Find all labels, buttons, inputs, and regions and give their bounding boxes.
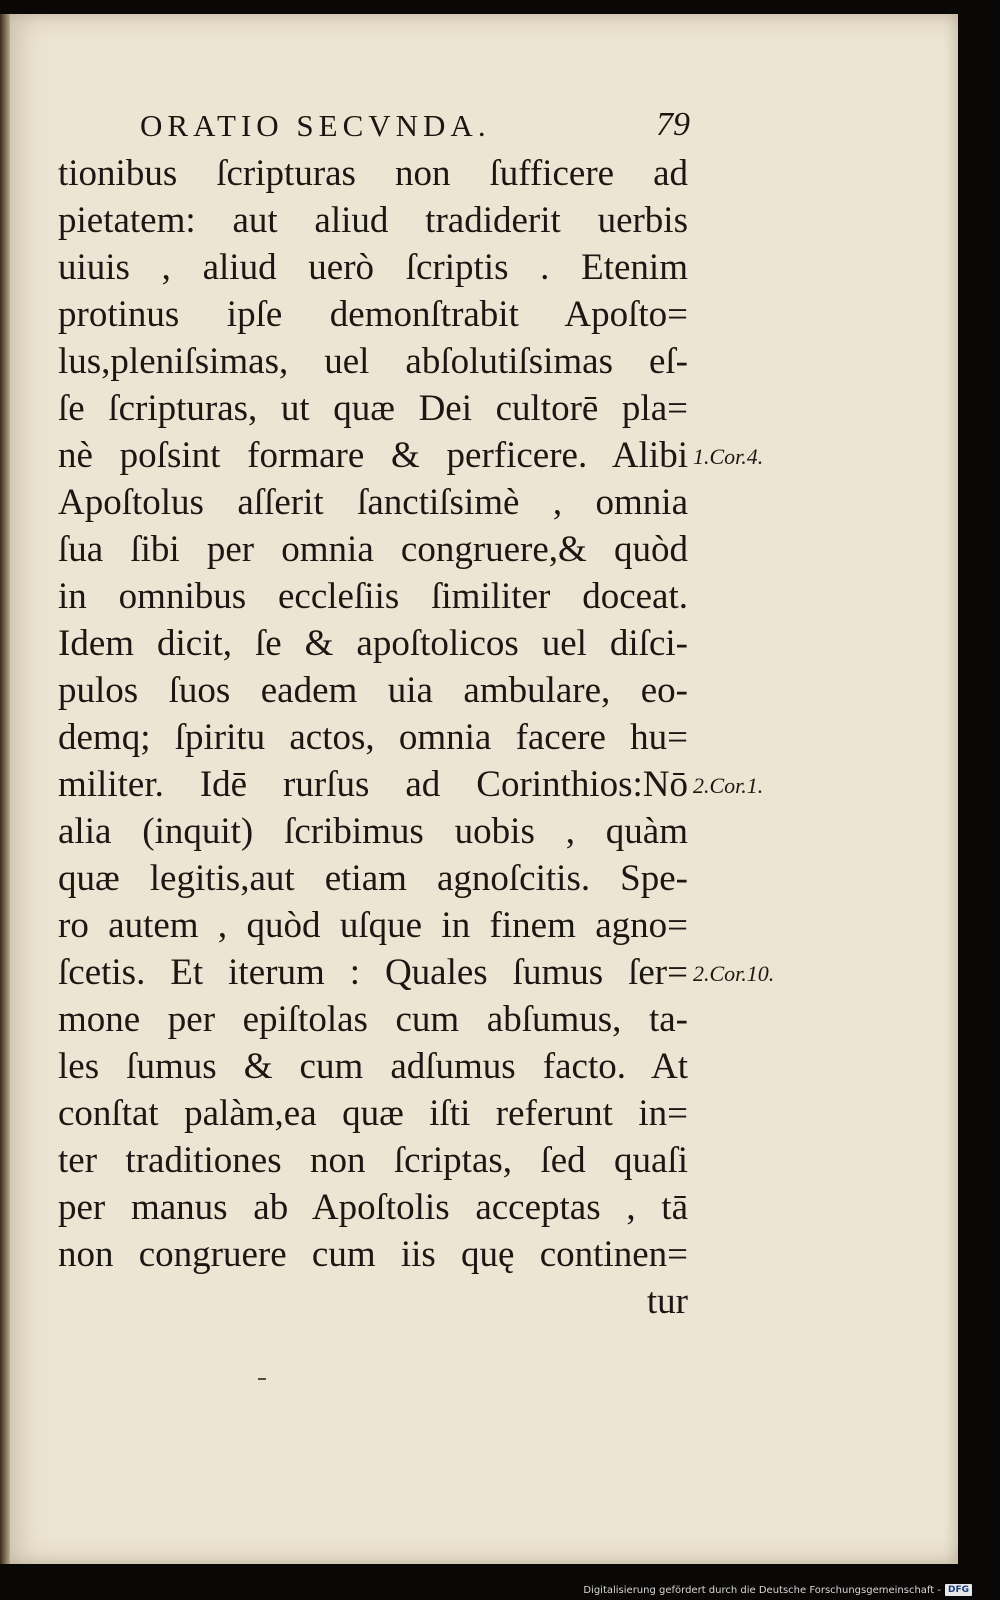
text-line: Apoſtolus aſſerit ſanctiſsimè , omnia: [58, 482, 688, 523]
running-head: [60, 108, 690, 152]
text-line: demq; ſpiritu actos, omnia facere hu=: [58, 717, 688, 758]
credit-text: Digitalisierung gefördert durch die Deutsche Forschungsgemeinschaft -: [583, 1584, 941, 1596]
text-line: protinus ipſe demonſtrabit Apoſto=: [58, 294, 688, 335]
text-line: ſcetis. Et iterum : Quales ſumus ſer=: [58, 952, 688, 993]
text-line: tur: [646, 1281, 688, 1322]
text-line: per manus ab Apoſtolis acceptas , tā: [58, 1187, 688, 1228]
body-text: [58, 150, 688, 1325]
marginal-note: 2.Cor.10.: [693, 961, 775, 986]
ink-speck: [258, 1378, 266, 1380]
text-line: ro autem , quòd uſque in finem agno=: [58, 905, 688, 946]
digitization-credit: [583, 1584, 972, 1596]
page-number: 79: [656, 106, 690, 143]
running-title: ORATIO SECVNDA.: [140, 108, 491, 143]
text-line: tionibus ſcripturas non ſufficere ad: [58, 153, 688, 194]
text-line: militer. Idē rurſus ad Corinthios:Nō: [58, 764, 688, 805]
text-line: lus,pleniſsimas, uel abſolutiſsimas eſ-: [58, 341, 688, 382]
text-line: ſua ſibi per omnia congruere,& quòd: [58, 529, 688, 570]
text-line: pulos ſuos eadem uia ambulare, eo-: [58, 670, 688, 711]
text-line: uiuis , aliud uerò ſcriptis . Etenim: [58, 247, 688, 288]
text-line: non congruere cum iis quę continen=: [58, 1234, 688, 1275]
dfg-logo: DFG: [945, 1584, 972, 1596]
text-line: quæ legitis,aut etiam agnoſcitis. Spe-: [58, 858, 688, 899]
text-line: les ſumus & cum adſumus facto. At: [58, 1046, 688, 1087]
text-line: mone per epiſtolas cum abſumus, ta-: [58, 999, 688, 1040]
marginal-note: 2.Cor.1.: [693, 773, 764, 798]
text-line: Idem dicit, ſe & apoſtolicos uel diſci-: [58, 623, 688, 664]
marginal-note: 1.Cor.4.: [693, 444, 764, 469]
text-line: ter traditiones non ſcriptas, ſed quaſi: [58, 1140, 688, 1181]
text-line: alia (inquit) ſcribimus uobis , quàm: [58, 811, 688, 852]
page-gutter: [0, 14, 10, 1564]
text-line: pietatem: aut aliud tradiderit uerbis: [58, 200, 688, 241]
text-line: nè poſsint formare & perficere. Alibi: [58, 435, 688, 476]
text-line: ſe ſcripturas, ut quæ Dei cultorē pla=: [58, 388, 688, 429]
text-line: in omnibus eccleſiis ſimiliter doceat.: [58, 576, 688, 617]
text-line: conſtat palàm,ea quæ iſti referunt in=: [58, 1093, 688, 1134]
